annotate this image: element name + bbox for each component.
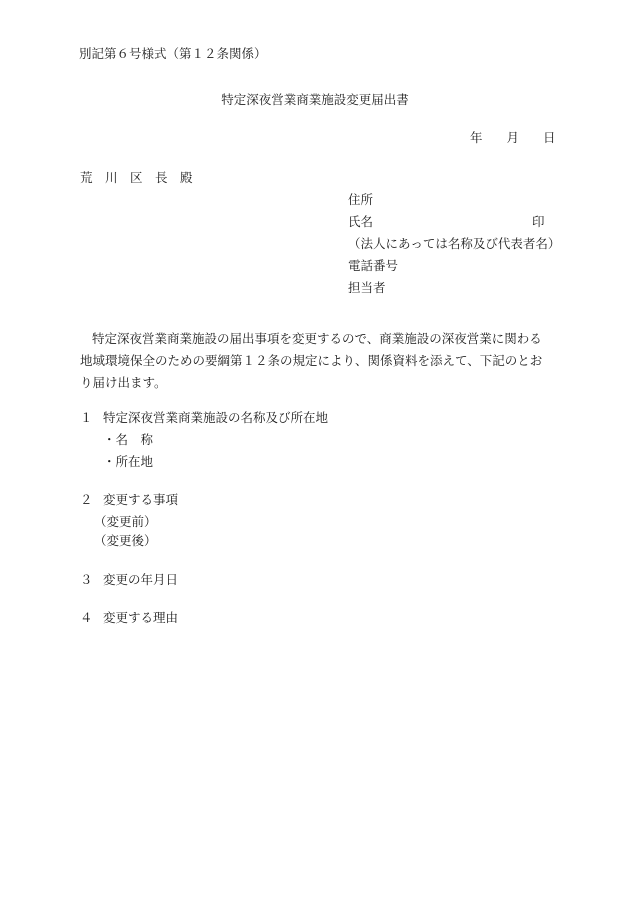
applicant-address-label: 住所 xyxy=(348,192,374,207)
item-number: １ xyxy=(80,410,93,425)
item-number: ４ xyxy=(80,610,93,625)
date-year-label: 年 xyxy=(470,130,483,145)
item-label-facility-name-location: 特定深夜営業商業施設の名称及び所在地 xyxy=(103,410,329,425)
date-line xyxy=(470,130,556,146)
item-number: ３ xyxy=(80,572,93,587)
form-number: 別記第６号様式（第１２条関係） xyxy=(79,46,267,61)
document-title: 特定深夜営業商業施設変更届出書 xyxy=(221,92,409,107)
date-day-label: 日 xyxy=(543,130,556,145)
item-label-change-date: 変更の年月日 xyxy=(103,572,179,587)
body-paragraph: 特定深夜営業商業施設の届出事項を変更するので、商業施設の深夜営業に関わる地域環境保全のための要綱第１２条の規定により、関係資料を添えて、下記のとおり届け出ます。 xyxy=(80,331,543,390)
addressee: 荒 川 区 長 殿 xyxy=(80,170,193,185)
seal-mark: 印 xyxy=(532,214,545,229)
item-label-changes: 変更する事項 xyxy=(103,492,179,507)
sub-item-before-change: （変更前） xyxy=(94,514,157,529)
applicant-person-in-charge-label: 担当者 xyxy=(348,280,386,295)
date-month-label: 月 xyxy=(506,130,520,145)
item-number: ２ xyxy=(80,492,93,507)
applicant-phone-label: 電話番号 xyxy=(348,258,399,273)
applicant-corporate-note: （法人にあっては名称及び代表者名） xyxy=(348,236,561,251)
item-label-change-reason: 変更する理由 xyxy=(103,610,179,625)
sub-item-name: ・名 称 xyxy=(103,432,154,447)
sub-item-location: ・所在地 xyxy=(103,454,154,469)
sub-item-after-change: （変更後） xyxy=(94,533,157,548)
applicant-name-label: 氏名 xyxy=(348,214,374,229)
